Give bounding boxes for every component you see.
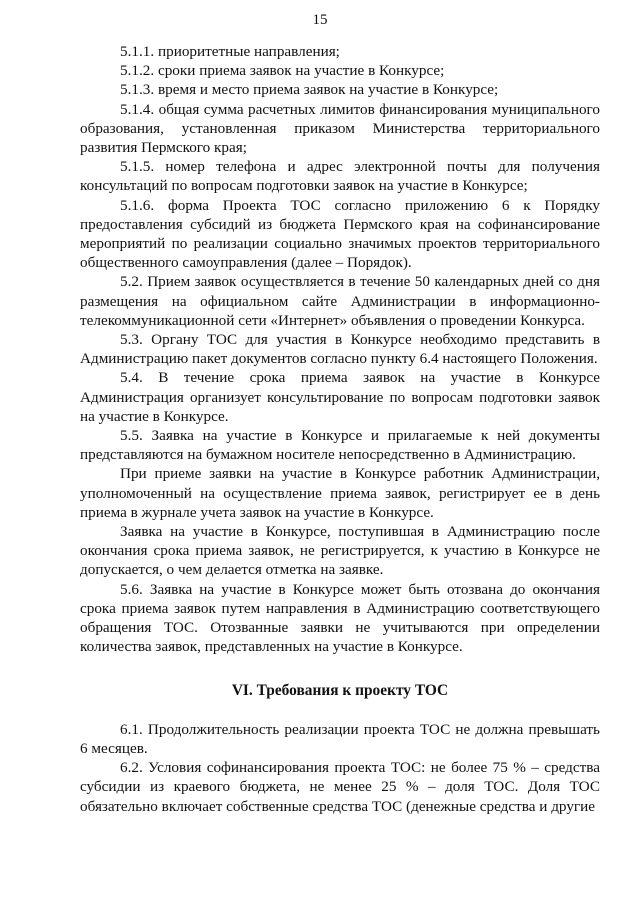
paragraph-5-1-3: 5.1.3. время и место приема заявок на участие в Конкурсе; <box>120 81 499 99</box>
paragraph-5-4: 5.4. В течение срока приема заявок на участие в Конкурсе Администрация организует консультирование по вопросам подготовки заявок на участие в Конкурсе. <box>80 369 600 425</box>
paragraph-5-2: 5.2. Прием заявок осуществляется в течение 50 календарных дней со дня размещения на официальном сайте Администрации в информационно-телекоммуникационной сети «Интернет» объявления о проведении Конкурса. <box>80 273 600 329</box>
paragraph-late-application: Заявка на участие в Конкурсе, поступившая в Администрацию после окончания срока приема заявок, не регистрируется, к участию в Конкурсе не допускается, о чем делается отметка на заявке. <box>80 523 600 579</box>
section-heading: VI. Требования к проекту ТОС <box>231 681 449 699</box>
paragraph-registration: При приеме заявки на участие в Конкурсе работник Администрации, уполномоченный на осуществление приема заявок, регистрирует ее в день приема в журнале учета заявок на участие в Конкурсе. <box>80 465 600 521</box>
paragraph-5-1-2: 5.1.2. сроки приема заявок на участие в Конкурсе; <box>120 62 445 80</box>
paragraph-5-1-4: 5.1.4. общая сумма расчетных лимитов финансирования муниципального образования, установленная приказом Министерства территориального развития Пермского края; <box>80 100 600 157</box>
document-body <box>80 42 600 816</box>
paragraph-5-1-1: 5.1.1. приоритетные направления; <box>120 43 340 60</box>
paragraph-5-1-5: 5.1.5. номер телефона и адрес электронной почты для получения консультаций по вопросам подготовки заявок на участие в Конкурсе; <box>80 158 600 195</box>
page-number: 15 <box>312 12 328 28</box>
paragraph-6-1: 6.1. Продолжительность реализации проекта ТОС не должна превышать 6 месяцев. <box>80 720 600 757</box>
paragraph-5-1-6: 5.1.6. форма Проекта ТОС согласно приложению 6 к Порядку предоставления субсидий из бюджета Пермского края на софинансирование мероприятий по реализации социально значимых проектов территориального общественного самоуправления (далее – Порядок). <box>80 196 600 272</box>
paragraph-5-5: 5.5. Заявка на участие в Конкурсе и прилагаемые к ней документы представляются на бумажном носителе непосредственно в Администрацию. <box>80 427 600 464</box>
paragraph-6-2: 6.2. Условия софинансирования проекта ТОС: не более 75 % – средства субсидии из краевого бюджета, не менее 25 % – доля ТОС. Доля ТОС обязательно включает собственные средства ТОС (денежные средства и другие <box>80 759 600 815</box>
paragraph-5-3: 5.3. Органу ТОС для участия в Конкурсе необходимо представить в Администрацию пакет документов согласно пункту 6.4 настоящего Положения. <box>80 331 600 368</box>
paragraph-5-6: 5.6. Заявка на участие в Конкурсе может быть отозвана до окончания срока приема заявок путем направления в Администрацию соответствующего обращения ТОС. Отозванные заявки не учитываются при определении количества заявок, представленных на участие в Конкурсе. <box>80 580 600 656</box>
